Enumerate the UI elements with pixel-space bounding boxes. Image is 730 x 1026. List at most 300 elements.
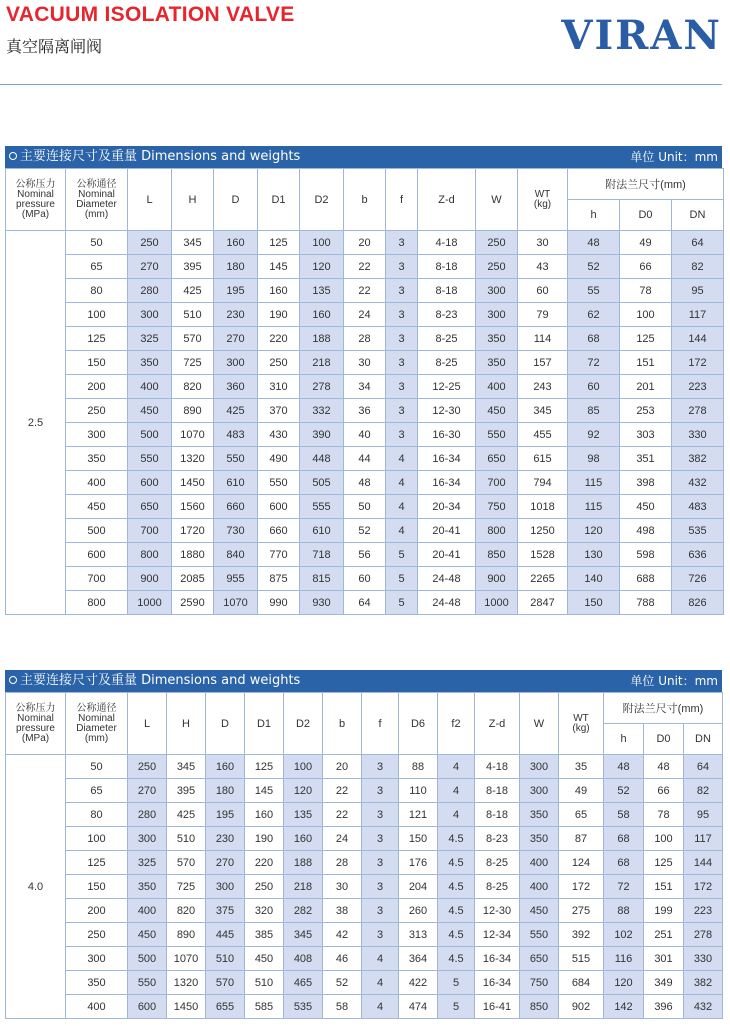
table-cell: 12-30: [475, 899, 520, 923]
table-cell: 450: [620, 495, 672, 519]
table-cell: 2085: [172, 567, 214, 591]
table-cell: 450: [128, 923, 167, 947]
table-row: [6, 519, 724, 543]
header-line: 公称通径: [76, 702, 117, 714]
table-cell: 3: [386, 231, 418, 255]
table-cell: 345: [518, 399, 568, 423]
table-row: [6, 327, 724, 351]
table-cell: 5: [438, 971, 475, 995]
table-cell: 400: [520, 875, 559, 899]
table-cell: 325: [128, 327, 172, 351]
table-cell: 450: [66, 495, 128, 519]
table-cell: 1070: [214, 591, 258, 615]
table-cell: 160: [258, 279, 300, 303]
col-header-weight: [559, 693, 604, 755]
table-cell: 20-41: [418, 543, 476, 567]
table-cell: 44: [344, 447, 386, 471]
table-cell: 49: [620, 231, 672, 255]
col-header-diameter: [66, 693, 128, 755]
table-cell: 448: [300, 447, 344, 471]
table-cell: 902: [559, 995, 604, 1019]
table-cell: 28: [323, 851, 362, 875]
table-cell: 300: [66, 947, 128, 971]
table-cell: 43: [518, 255, 568, 279]
table-cell: 718: [300, 543, 344, 567]
table-cell: 4: [438, 803, 475, 827]
table-cell: 8-18: [418, 279, 476, 303]
table-cell: 310: [258, 375, 300, 399]
table-cell: 22: [344, 279, 386, 303]
col-header-flange-sub: D0: [620, 200, 672, 231]
col-header: D: [206, 693, 245, 755]
table-cell: 4.5: [438, 947, 475, 971]
pressure-cell: 4.0: [6, 755, 66, 1019]
table-cell: 16-30: [418, 423, 476, 447]
table-cell: 345: [167, 755, 206, 779]
table-cell: 125: [245, 755, 284, 779]
table-cell: 700: [476, 471, 518, 495]
table-cell: 330: [672, 423, 724, 447]
table-cell: 800: [66, 591, 128, 615]
table-cell: 350: [476, 327, 518, 351]
table-cell: 100: [66, 827, 128, 851]
table-title-text: 主要连接尺寸及重量 Dimensions and weights: [20, 673, 301, 688]
table-cell: 223: [684, 899, 723, 923]
header-line: Diameter: [76, 722, 117, 734]
table-cell: 125: [66, 851, 128, 875]
table-cell: 850: [520, 995, 559, 1019]
table-cell: 52: [344, 519, 386, 543]
table-cell: 120: [604, 971, 644, 995]
table-unit: 单位 Unit：mm: [630, 674, 718, 688]
table-cell: 28: [344, 327, 386, 351]
col-header: f: [362, 693, 399, 755]
col-header: W: [520, 693, 559, 755]
table-cell: 4-18: [475, 755, 520, 779]
table-cell: 30: [518, 231, 568, 255]
header-line: Nominal: [78, 188, 115, 200]
table-cell: 24-48: [418, 591, 476, 615]
col-header: b: [344, 169, 386, 231]
table-cell: 750: [520, 971, 559, 995]
col-header-flange: 附法兰尺寸(mm): [568, 169, 724, 200]
col-header: b: [323, 693, 362, 755]
table-cell: 600: [258, 495, 300, 519]
table-cell: 4: [386, 495, 418, 519]
table-cell: 840: [214, 543, 258, 567]
table-cell: 92: [568, 423, 620, 447]
table-cell: 48: [344, 471, 386, 495]
table-cell: 100: [300, 231, 344, 255]
table-cell: 3: [386, 327, 418, 351]
table-cell: 72: [604, 875, 644, 899]
table-cell: 65: [559, 803, 604, 827]
bullet-icon: [9, 152, 17, 160]
table-cell: 450: [520, 899, 559, 923]
table-cell: 34: [344, 375, 386, 399]
table-cell: 890: [167, 923, 206, 947]
table-cell: 160: [245, 803, 284, 827]
table-cell: 3: [386, 423, 418, 447]
table-cell: 535: [284, 995, 323, 1019]
table-row: [6, 803, 723, 827]
header-line: 公称压力: [15, 702, 56, 714]
table-cell: 4-18: [418, 231, 476, 255]
table-cell: 600: [128, 471, 172, 495]
table-cell: 80: [66, 803, 128, 827]
col-header: H: [167, 693, 206, 755]
header-line: 公称压力: [15, 178, 56, 190]
table-row: [6, 567, 724, 591]
table-cell: 301: [644, 947, 684, 971]
table-cell: 455: [518, 423, 568, 447]
table-row: [6, 827, 723, 851]
table-cell: 250: [476, 255, 518, 279]
table-cell: 60: [518, 279, 568, 303]
table-cell: 100: [284, 755, 323, 779]
table-cell: 474: [399, 995, 438, 1019]
table-cell: 598: [620, 543, 672, 567]
table-cell: 3: [362, 803, 399, 827]
table-cell: 260: [399, 899, 438, 923]
table-cell: 300: [520, 779, 559, 803]
table-cell: 180: [214, 255, 258, 279]
table-cell: 490: [258, 447, 300, 471]
table-cell: 8-23: [418, 303, 476, 327]
table-cell: 172: [559, 875, 604, 899]
table-cell: 50: [66, 231, 128, 255]
table-cell: 64: [684, 755, 723, 779]
table-cell: 700: [128, 519, 172, 543]
col-header: Z-d: [418, 169, 476, 231]
table-cell: 500: [128, 947, 167, 971]
table-cell: 24: [344, 303, 386, 327]
table-cell: 660: [258, 519, 300, 543]
table-cell: 117: [672, 303, 724, 327]
table-cell: 100: [66, 303, 128, 327]
table-row: [6, 255, 724, 279]
table-cell: 87: [559, 827, 604, 851]
table-cell: 36: [344, 399, 386, 423]
page-subtitle: 真空隔离闸阀: [6, 37, 103, 56]
table-row: [6, 755, 723, 779]
dimensions-table-4-0: [5, 670, 722, 1019]
table-cell: 250: [258, 351, 300, 375]
table-cell: 1528: [518, 543, 568, 567]
table-cell: 395: [172, 255, 214, 279]
table-cell: 826: [672, 591, 724, 615]
table-cell: 360: [214, 375, 258, 399]
table-cell: 8-25: [418, 327, 476, 351]
table-cell: 2265: [518, 567, 568, 591]
table-cell: 50: [344, 495, 386, 519]
table-cell: 64: [344, 591, 386, 615]
table-cell: 150: [568, 591, 620, 615]
col-header-flange: 附法兰尺寸(mm): [604, 693, 723, 724]
table-cell: 610: [214, 471, 258, 495]
table-cell: 990: [258, 591, 300, 615]
table-row: [6, 447, 724, 471]
table-cell: 72: [568, 351, 620, 375]
table-cell: 98: [568, 447, 620, 471]
table-cell: 8-25: [418, 351, 476, 375]
table-cell: 80: [66, 279, 128, 303]
table-cell: 300: [476, 279, 518, 303]
table-cell: 278: [684, 923, 723, 947]
table-cell: 660: [214, 495, 258, 519]
table-cell: 650: [520, 947, 559, 971]
table-cell: 350: [520, 827, 559, 851]
table-cell: 68: [568, 327, 620, 351]
table-cell: 58: [323, 995, 362, 1019]
table-cell: 4.5: [438, 923, 475, 947]
table-cell: 505: [300, 471, 344, 495]
table-cell: 114: [518, 327, 568, 351]
dimensions-table-2-5: [5, 146, 722, 615]
header-line: (mm): [84, 208, 109, 220]
table-cell: 144: [684, 851, 723, 875]
table-cell: 510: [172, 303, 214, 327]
table-cell: 396: [644, 995, 684, 1019]
table-cell: 20-34: [418, 495, 476, 519]
table-cell: 8-18: [475, 779, 520, 803]
table-cell: 48: [568, 231, 620, 255]
table-cell: 425: [214, 399, 258, 423]
table-cell: 1450: [167, 995, 206, 1019]
table-cell: 250: [128, 755, 167, 779]
col-header-pressure: [6, 169, 66, 231]
table-cell: 160: [214, 231, 258, 255]
table-cell: 160: [284, 827, 323, 851]
table-cell: 280: [128, 279, 172, 303]
table-cell: 615: [518, 447, 568, 471]
header-line: Diameter: [76, 198, 117, 210]
table-title-bar: [5, 670, 722, 692]
table-cell: 770: [258, 543, 300, 567]
table-cell: 550: [258, 471, 300, 495]
table-cell: 800: [476, 519, 518, 543]
table-cell: 78: [644, 803, 684, 827]
pressure-cell: 2.5: [6, 231, 66, 615]
table-cell: 124: [559, 851, 604, 875]
table-cell: 270: [128, 255, 172, 279]
table-cell: 820: [172, 375, 214, 399]
table-cell: 46: [323, 947, 362, 971]
table-cell: 570: [172, 327, 214, 351]
table-cell: 65: [66, 255, 128, 279]
table-cell: 20-41: [418, 519, 476, 543]
table-cell: 432: [684, 995, 723, 1019]
table-cell: 392: [559, 923, 604, 947]
table-cell: 510: [245, 971, 284, 995]
table-cell: 125: [258, 231, 300, 255]
table-cell: 320: [245, 899, 284, 923]
table-cell: 425: [167, 803, 206, 827]
table-cell: 1320: [167, 971, 206, 995]
table-cell: 270: [206, 851, 245, 875]
table-cell: 510: [167, 827, 206, 851]
col-header: D1: [245, 693, 284, 755]
table-cell: 300: [66, 423, 128, 447]
table-cell: 325: [128, 851, 167, 875]
table-cell: 4: [438, 755, 475, 779]
col-header: L: [128, 169, 172, 231]
header-line: WT: [534, 188, 551, 200]
table-cell: 250: [66, 399, 128, 423]
table-cell: 60: [344, 567, 386, 591]
table-cell: 4: [386, 447, 418, 471]
table-cell: 115: [568, 495, 620, 519]
table-cell: 275: [559, 899, 604, 923]
table-cell: 445: [206, 923, 245, 947]
table-cell: 3: [362, 923, 399, 947]
table-cell: 726: [672, 567, 724, 591]
table-row: [6, 779, 723, 803]
table-cell: 400: [66, 471, 128, 495]
table-cell: 5: [386, 567, 418, 591]
table-cell: 64: [672, 231, 724, 255]
table-cell: 351: [620, 447, 672, 471]
table-cell: 4: [438, 779, 475, 803]
table-cell: 450: [245, 947, 284, 971]
table-cell: 300: [476, 303, 518, 327]
table-cell: 450: [128, 399, 172, 423]
table-cell: 600: [66, 543, 128, 567]
table-cell: 600: [128, 995, 167, 1019]
table-cell: 95: [672, 279, 724, 303]
table-cell: 125: [644, 851, 684, 875]
header-line: pressure: [16, 722, 55, 734]
table-cell: 400: [66, 995, 128, 1019]
page-title: VACUUM ISOLATION VALVE: [6, 3, 295, 26]
table-unit: 单位 Unit：mm: [630, 150, 718, 164]
header-row: [6, 693, 723, 724]
table-cell: 65: [66, 779, 128, 803]
table-cell: 4.5: [438, 851, 475, 875]
table-cell: 5: [386, 543, 418, 567]
table-cell: 8-23: [475, 827, 520, 851]
table-cell: 820: [167, 899, 206, 923]
table-cell: 125: [66, 327, 128, 351]
table-cell: 300: [128, 827, 167, 851]
table-cell: 483: [672, 495, 724, 519]
table-cell: 3: [386, 303, 418, 327]
table-cell: 200: [66, 899, 128, 923]
table-cell: 270: [128, 779, 167, 803]
table-cell: 570: [167, 851, 206, 875]
header-line: (MPa): [21, 208, 50, 220]
table-cell: 30: [323, 875, 362, 899]
table-cell: 788: [620, 591, 672, 615]
table-cell: 12-30: [418, 399, 476, 423]
table-cell: 48: [644, 755, 684, 779]
table-cell: 350: [66, 447, 128, 471]
table-cell: 535: [672, 519, 724, 543]
table-cell: 78: [620, 279, 672, 303]
table-cell: 332: [300, 399, 344, 423]
table-cell: 398: [620, 471, 672, 495]
table-cell: 4: [362, 971, 399, 995]
table-cell: 144: [672, 327, 724, 351]
table-cell: 48: [604, 755, 644, 779]
table-row: [6, 399, 724, 423]
col-header: D: [214, 169, 258, 231]
table-cell: 730: [214, 519, 258, 543]
table-cell: 223: [672, 375, 724, 399]
table-cell: 201: [620, 375, 672, 399]
table-cell: 16-34: [418, 471, 476, 495]
table-cell: 199: [644, 899, 684, 923]
table-cell: 425: [172, 279, 214, 303]
dimensions-table: [5, 168, 724, 615]
table-cell: 430: [258, 423, 300, 447]
col-header-flange-sub: DN: [684, 724, 723, 755]
table-cell: 300: [520, 755, 559, 779]
table-cell: 382: [684, 971, 723, 995]
table-cell: 82: [672, 255, 724, 279]
table-cell: 3: [386, 375, 418, 399]
header-line: Nominal: [17, 188, 54, 200]
table-cell: 60: [568, 375, 620, 399]
header-line: (MPa): [21, 732, 50, 744]
table-cell: 345: [172, 231, 214, 255]
table-cell: 465: [284, 971, 323, 995]
table-cell: 190: [258, 303, 300, 327]
table-cell: 850: [476, 543, 518, 567]
table-row: [6, 495, 724, 519]
table-cell: 5: [386, 591, 418, 615]
table-cell: 610: [300, 519, 344, 543]
table-cell: 140: [568, 567, 620, 591]
table-cell: 115: [568, 471, 620, 495]
table-cell: 422: [399, 971, 438, 995]
table-cell: 95: [684, 803, 723, 827]
table-cell: 16-34: [418, 447, 476, 471]
table-cell: 400: [520, 851, 559, 875]
table-cell: 555: [300, 495, 344, 519]
table-cell: 750: [476, 495, 518, 519]
table-cell: 120: [568, 519, 620, 543]
header-line: 公称通径: [76, 178, 117, 190]
table-row: [6, 875, 723, 899]
table-row: [6, 231, 724, 255]
table-cell: 30: [344, 351, 386, 375]
table-cell: 243: [518, 375, 568, 399]
table-row: [6, 375, 724, 399]
table-cell: 3: [362, 779, 399, 803]
table-cell: 4: [362, 995, 399, 1019]
header-line: Nominal: [78, 712, 115, 724]
table-cell: 20: [344, 231, 386, 255]
table-cell: 49: [559, 779, 604, 803]
table-cell: 3: [386, 255, 418, 279]
table-cell: 12-25: [418, 375, 476, 399]
col-header: Z-d: [475, 693, 520, 755]
col-header-flange-sub: h: [604, 724, 644, 755]
table-cell: 24-48: [418, 567, 476, 591]
col-header: D2: [300, 169, 344, 231]
table-cell: 16-34: [475, 971, 520, 995]
table-cell: 3: [362, 755, 399, 779]
col-header-diameter: [66, 169, 128, 231]
header-line: Nominal: [17, 712, 54, 724]
table-cell: 483: [214, 423, 258, 447]
table-cell: 349: [644, 971, 684, 995]
table-cell: 157: [518, 351, 568, 375]
col-header-weight: [518, 169, 568, 231]
table-cell: 145: [258, 255, 300, 279]
table-cell: 300: [214, 351, 258, 375]
